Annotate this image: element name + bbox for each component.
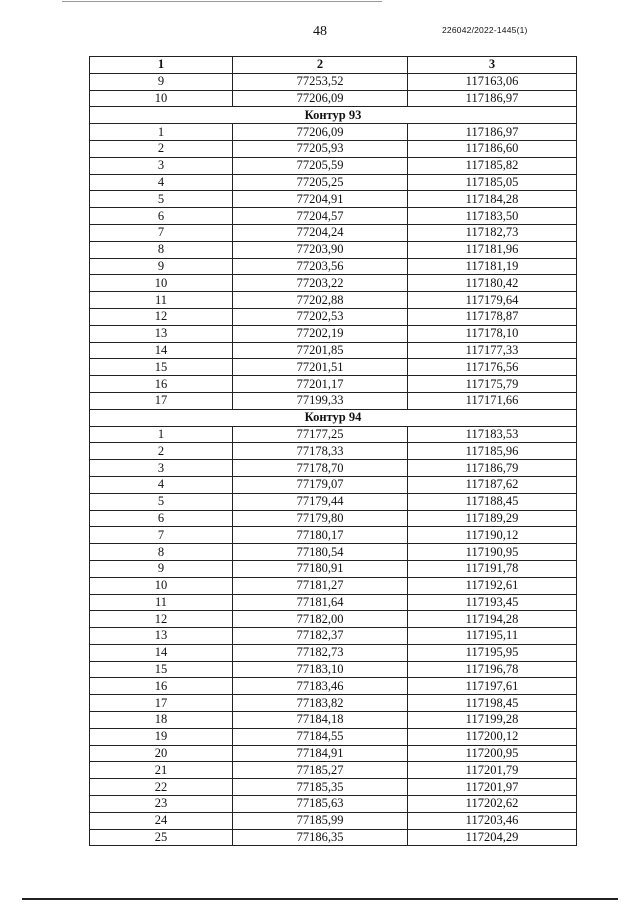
table-row: [90, 224, 577, 241]
y-coordinate: 117193,45: [408, 594, 577, 611]
point-number: 3: [90, 157, 233, 174]
y-coordinate: 117181,19: [408, 258, 577, 275]
table-row: [90, 594, 577, 611]
table-row: [90, 426, 577, 443]
y-coordinate: 117189,29: [408, 510, 577, 527]
x-coordinate: 77205,93: [233, 140, 408, 157]
table-row: [90, 392, 577, 409]
point-number: 12: [90, 611, 233, 628]
x-coordinate: 77184,55: [233, 728, 408, 745]
top-scan-line: [62, 1, 382, 2]
point-number: 10: [90, 90, 233, 107]
point-number: 17: [90, 695, 233, 712]
y-coordinate: 117195,95: [408, 644, 577, 661]
table-row: [90, 275, 577, 292]
y-coordinate: 117191,78: [408, 560, 577, 577]
y-coordinate: 117204,29: [408, 829, 577, 846]
y-coordinate: 117178,10: [408, 325, 577, 342]
table-row: [90, 796, 577, 813]
x-coordinate: 77202,19: [233, 325, 408, 342]
y-coordinate: 117186,97: [408, 90, 577, 107]
table-row: [90, 292, 577, 309]
y-coordinate: 117187,62: [408, 476, 577, 493]
x-coordinate: 77201,51: [233, 359, 408, 376]
table-row: [90, 661, 577, 678]
x-coordinate: 77204,24: [233, 224, 408, 241]
table-row: [90, 140, 577, 157]
point-number: 4: [90, 476, 233, 493]
table-row: [90, 577, 577, 594]
y-coordinate: 117163,06: [408, 73, 577, 90]
table-row: [90, 812, 577, 829]
table-row: [90, 644, 577, 661]
x-coordinate: 77206,09: [233, 90, 408, 107]
y-coordinate: 117183,50: [408, 208, 577, 225]
x-coordinate: 77178,70: [233, 460, 408, 477]
section-title: Контур 93: [90, 107, 577, 124]
x-coordinate: 77205,25: [233, 174, 408, 191]
table-row: [90, 728, 577, 745]
point-number: 5: [90, 493, 233, 510]
point-number: 2: [90, 140, 233, 157]
point-number: 21: [90, 762, 233, 779]
point-number: 25: [90, 829, 233, 846]
point-number: 8: [90, 241, 233, 258]
table-row: [90, 90, 577, 107]
y-coordinate: 117199,28: [408, 712, 577, 729]
y-coordinate: 117171,66: [408, 392, 577, 409]
point-number: 10: [90, 275, 233, 292]
point-number: 18: [90, 712, 233, 729]
y-coordinate: 117185,96: [408, 443, 577, 460]
table-body: [90, 73, 577, 846]
point-number: 24: [90, 812, 233, 829]
x-coordinate: 77203,22: [233, 275, 408, 292]
y-coordinate: 117185,82: [408, 157, 577, 174]
x-coordinate: 77204,57: [233, 208, 408, 225]
point-number: 4: [90, 174, 233, 191]
table-row: [90, 208, 577, 225]
x-coordinate: 77202,53: [233, 308, 408, 325]
table-row: [90, 762, 577, 779]
table-row: [90, 241, 577, 258]
x-coordinate: 77204,91: [233, 191, 408, 208]
column-header: 2: [233, 57, 408, 74]
y-coordinate: 117201,97: [408, 779, 577, 796]
x-coordinate: 77180,17: [233, 527, 408, 544]
column-header: 1: [90, 57, 233, 74]
point-number: 8: [90, 544, 233, 561]
x-coordinate: 77183,46: [233, 678, 408, 695]
x-coordinate: 77180,54: [233, 544, 408, 561]
y-coordinate: 117200,12: [408, 728, 577, 745]
x-coordinate: 77203,56: [233, 258, 408, 275]
x-coordinate: 77182,37: [233, 628, 408, 645]
point-number: 23: [90, 796, 233, 813]
point-number: 19: [90, 728, 233, 745]
point-number: 17: [90, 392, 233, 409]
x-coordinate: 77177,25: [233, 426, 408, 443]
table-row: [90, 342, 577, 359]
table-row: [90, 745, 577, 762]
point-number: 13: [90, 628, 233, 645]
table-row: [90, 376, 577, 393]
point-number: 2: [90, 443, 233, 460]
x-coordinate: 77201,17: [233, 376, 408, 393]
point-number: 9: [90, 73, 233, 90]
y-coordinate: 117202,62: [408, 796, 577, 813]
point-number: 16: [90, 376, 233, 393]
x-coordinate: 77185,35: [233, 779, 408, 796]
y-coordinate: 117186,79: [408, 460, 577, 477]
table-row: [90, 359, 577, 376]
bottom-scan-line: [22, 898, 618, 900]
point-number: 9: [90, 560, 233, 577]
point-number: 10: [90, 577, 233, 594]
table-row: [90, 73, 577, 90]
table-row: [90, 611, 577, 628]
point-number: 1: [90, 426, 233, 443]
y-coordinate: 117180,42: [408, 275, 577, 292]
y-coordinate: 117198,45: [408, 695, 577, 712]
y-coordinate: 117181,96: [408, 241, 577, 258]
table-row: [90, 544, 577, 561]
table-row: [90, 628, 577, 645]
table-row: [90, 308, 577, 325]
table-row: [90, 124, 577, 141]
table-row: [90, 678, 577, 695]
x-coordinate: 77203,90: [233, 241, 408, 258]
point-number: 12: [90, 308, 233, 325]
table-row: [90, 493, 577, 510]
section-title: Контур 94: [90, 409, 577, 426]
y-coordinate: 117175,79: [408, 376, 577, 393]
table-row: [90, 560, 577, 577]
point-number: 13: [90, 325, 233, 342]
y-coordinate: 117190,12: [408, 527, 577, 544]
table-row: [90, 510, 577, 527]
x-coordinate: 77253,52: [233, 73, 408, 90]
x-coordinate: 77185,99: [233, 812, 408, 829]
column-header: 3: [408, 57, 577, 74]
x-coordinate: 77183,10: [233, 661, 408, 678]
page-number: 48: [313, 24, 327, 39]
table-row: [90, 325, 577, 342]
y-coordinate: 117200,95: [408, 745, 577, 762]
y-coordinate: 117201,79: [408, 762, 577, 779]
point-number: 15: [90, 661, 233, 678]
x-coordinate: 77183,82: [233, 695, 408, 712]
table-row: [90, 443, 577, 460]
document-id: 226042/2022-1445(1): [442, 25, 528, 35]
x-coordinate: 77202,88: [233, 292, 408, 309]
x-coordinate: 77184,18: [233, 712, 408, 729]
x-coordinate: 77179,07: [233, 476, 408, 493]
y-coordinate: 117182,73: [408, 224, 577, 241]
y-coordinate: 117197,61: [408, 678, 577, 695]
x-coordinate: 77180,91: [233, 560, 408, 577]
table-row: [90, 527, 577, 544]
y-coordinate: 117179,64: [408, 292, 577, 309]
x-coordinate: 77181,27: [233, 577, 408, 594]
x-coordinate: 77205,59: [233, 157, 408, 174]
x-coordinate: 77181,64: [233, 594, 408, 611]
x-coordinate: 77199,33: [233, 392, 408, 409]
table-row: [90, 829, 577, 846]
x-coordinate: 77179,44: [233, 493, 408, 510]
y-coordinate: 117195,11: [408, 628, 577, 645]
y-coordinate: 117196,78: [408, 661, 577, 678]
table-row: [90, 191, 577, 208]
table-row: [90, 476, 577, 493]
y-coordinate: 117188,45: [408, 493, 577, 510]
point-number: 16: [90, 678, 233, 695]
point-number: 5: [90, 191, 233, 208]
section-header-row: [90, 409, 577, 426]
y-coordinate: 117186,97: [408, 124, 577, 141]
coordinates-table: [89, 56, 577, 846]
x-coordinate: 77186,35: [233, 829, 408, 846]
y-coordinate: 117190,95: [408, 544, 577, 561]
point-number: 11: [90, 594, 233, 611]
point-number: 22: [90, 779, 233, 796]
y-coordinate: 117192,61: [408, 577, 577, 594]
point-number: 6: [90, 208, 233, 225]
y-coordinate: 117176,56: [408, 359, 577, 376]
table-header-row: [90, 57, 577, 74]
x-coordinate: 77178,33: [233, 443, 408, 460]
x-coordinate: 77206,09: [233, 124, 408, 141]
table-row: [90, 460, 577, 477]
x-coordinate: 77182,00: [233, 611, 408, 628]
table-row: [90, 174, 577, 191]
y-coordinate: 117203,46: [408, 812, 577, 829]
point-number: 14: [90, 342, 233, 359]
point-number: 7: [90, 527, 233, 544]
point-number: 15: [90, 359, 233, 376]
point-number: 11: [90, 292, 233, 309]
point-number: 9: [90, 258, 233, 275]
table-row: [90, 779, 577, 796]
y-coordinate: 117183,53: [408, 426, 577, 443]
y-coordinate: 117177,33: [408, 342, 577, 359]
point-number: 6: [90, 510, 233, 527]
x-coordinate: 77184,91: [233, 745, 408, 762]
point-number: 20: [90, 745, 233, 762]
x-coordinate: 77182,73: [233, 644, 408, 661]
x-coordinate: 77179,80: [233, 510, 408, 527]
table-row: [90, 157, 577, 174]
section-header-row: [90, 107, 577, 124]
table-row: [90, 712, 577, 729]
point-number: 1: [90, 124, 233, 141]
point-number: 3: [90, 460, 233, 477]
x-coordinate: 77185,27: [233, 762, 408, 779]
table-row: [90, 258, 577, 275]
y-coordinate: 117184,28: [408, 191, 577, 208]
y-coordinate: 117185,05: [408, 174, 577, 191]
point-number: 7: [90, 224, 233, 241]
point-number: 14: [90, 644, 233, 661]
y-coordinate: 117178,87: [408, 308, 577, 325]
x-coordinate: 77185,63: [233, 796, 408, 813]
table-row: [90, 695, 577, 712]
y-coordinate: 117186,60: [408, 140, 577, 157]
y-coordinate: 117194,28: [408, 611, 577, 628]
x-coordinate: 77201,85: [233, 342, 408, 359]
